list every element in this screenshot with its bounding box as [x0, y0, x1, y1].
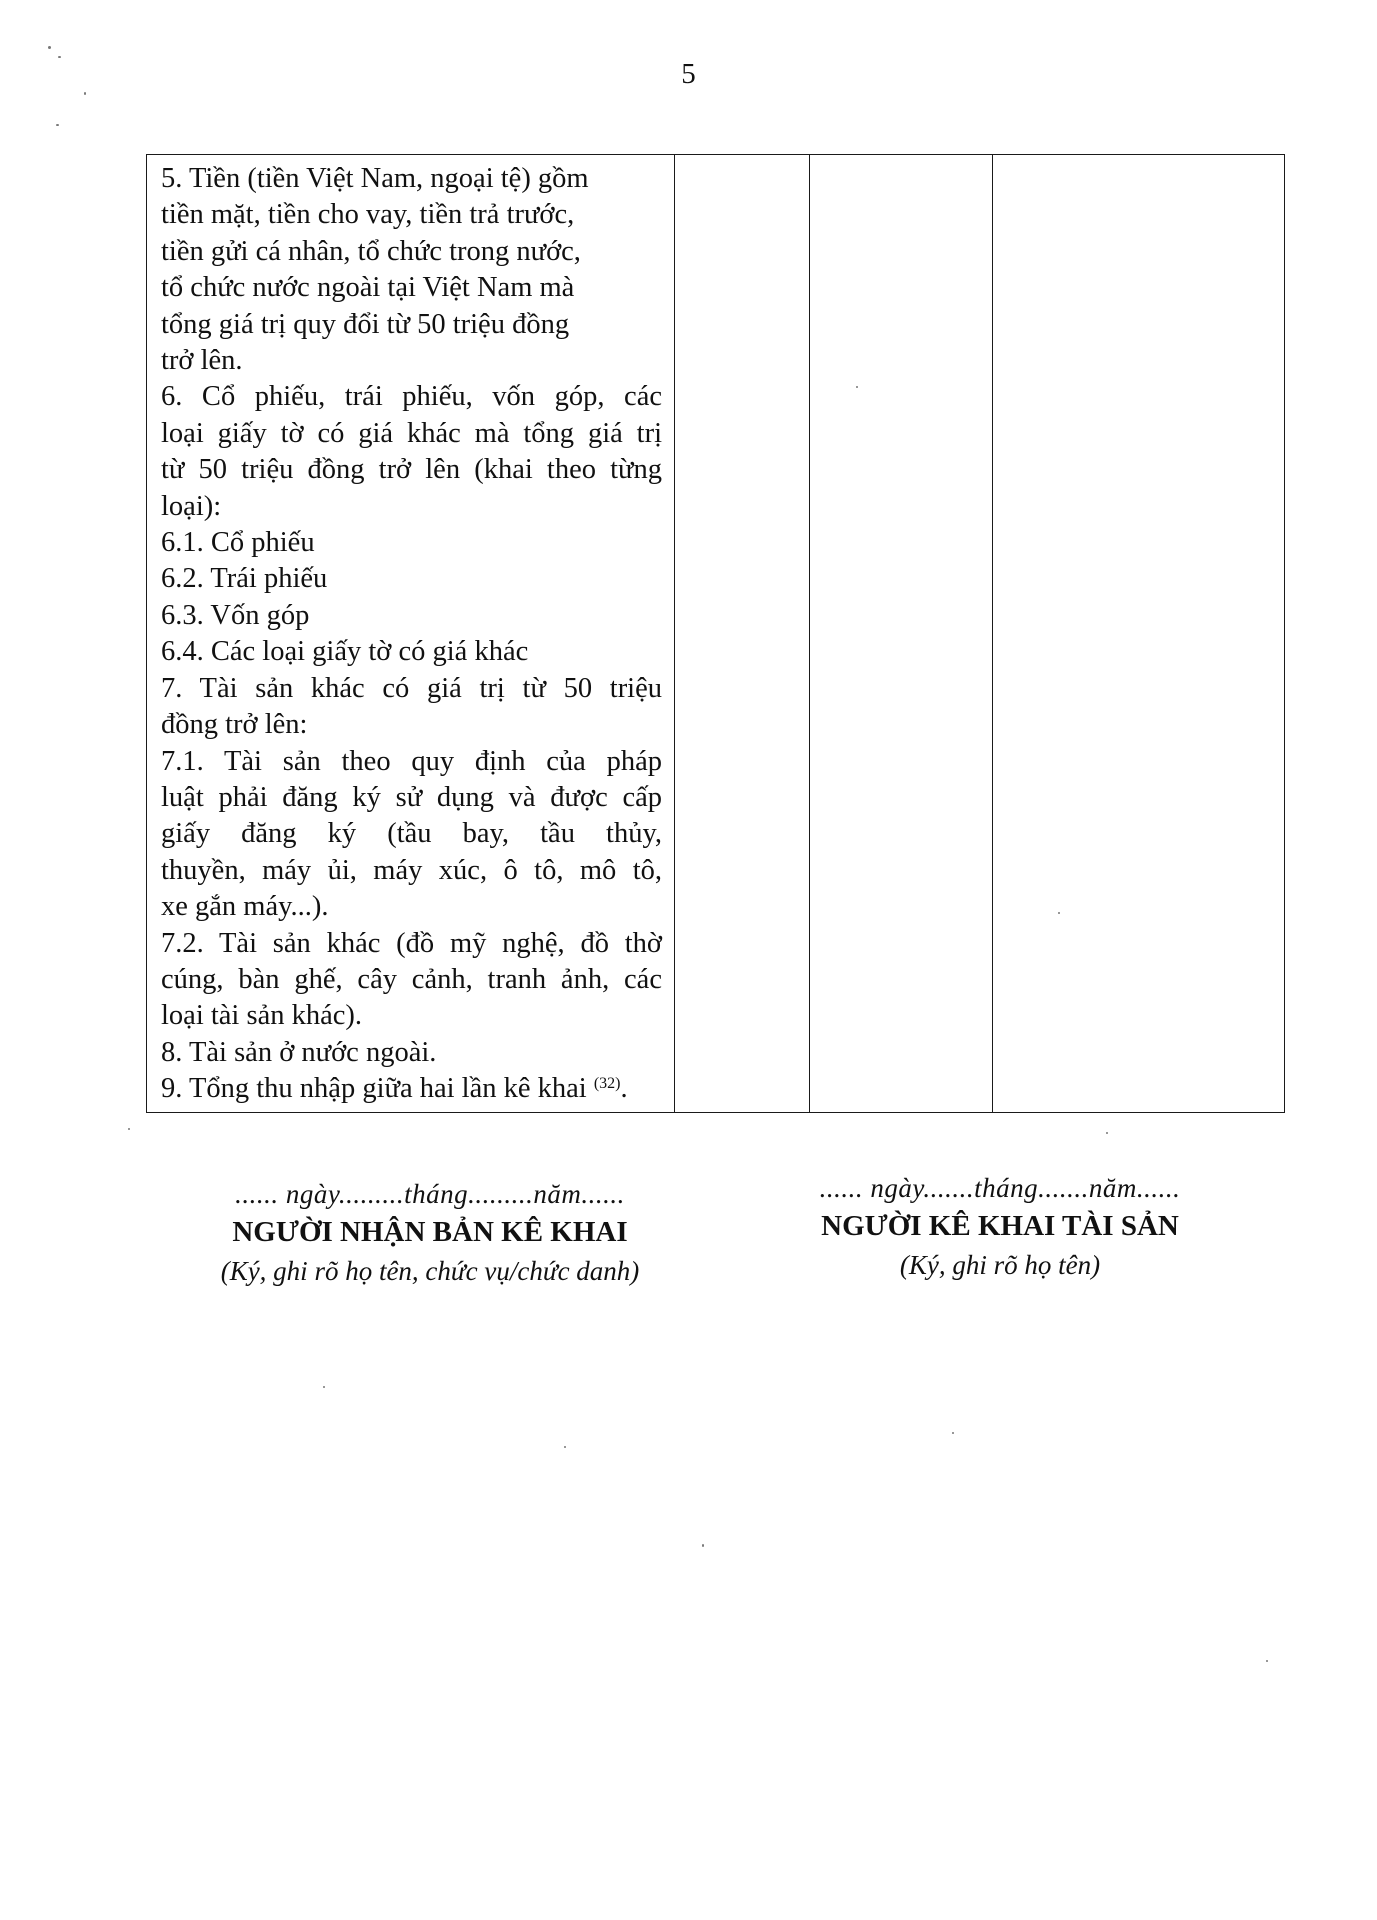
description-line: loại giấy tờ có giá khác mà tổng giá trị [161, 417, 662, 449]
description-line: 6. Cổ phiếu, trái phiếu, vốn góp, các [161, 381, 662, 413]
page-number: 5 [681, 58, 696, 90]
description-line: tiền mặt, tiền cho vay, tiền trả trước, [161, 199, 575, 231]
total-income-end: . [620, 1073, 628, 1105]
asset-description-cell [147, 155, 675, 1113]
scan-speck [56, 124, 59, 126]
value-cell-1[interactable] [675, 155, 810, 1113]
description-line: từ 50 triệu đồng trở lên (khai theo từng [161, 454, 662, 486]
scan-speck [856, 386, 858, 388]
description-line: giấy đăng ký (tầu bay, tầu thủy, [161, 818, 662, 850]
scan-speck [952, 1432, 954, 1434]
scan-speck [128, 1128, 130, 1130]
scan-speck [1266, 1660, 1268, 1662]
scan-speck [564, 1446, 566, 1448]
table-row [147, 155, 1285, 1113]
value-cell-2[interactable] [810, 155, 993, 1113]
declarant-sign-note: (Ký, ghi rõ họ tên) [899, 1250, 1101, 1280]
asset-declaration-table [146, 154, 1285, 1113]
scan-speck [702, 1544, 704, 1547]
scan-speck [58, 56, 61, 58]
receiver-title: NGƯỜI NHẬN BẢN KÊ KHAI [232, 1216, 628, 1248]
description-line: đồng trở lên: [161, 709, 308, 741]
value-cell-3[interactable] [993, 155, 1285, 1113]
description-line: tổng giá trị quy đổi từ 50 triệu đồng [161, 308, 570, 340]
declarant-signature-block [740, 1170, 1260, 1284]
receiver-signature-block [170, 1176, 690, 1290]
description-line: trở lên. [161, 345, 243, 377]
description-line: 7.2. Tài sản khác (đồ mỹ nghệ, đồ thờ [161, 927, 662, 959]
declarant-title: NGƯỜI KÊ KHAI TÀI SẢN [821, 1210, 1179, 1242]
description-line: thuyền, máy ủi, máy xúc, ô tô, mô tô, [161, 854, 662, 886]
footnote-ref: (32) [593, 1075, 621, 1093]
description-line: xe gắn máy...). [161, 891, 329, 923]
description-line: 6.4. Các loại giấy tờ có giá khác [161, 636, 529, 668]
description-line: 5. Tiền (tiền Việt Nam, ngoại tệ) gồm [161, 163, 589, 194]
description-line: 7. Tài sản khác có giá trị từ 50 triệu [161, 672, 662, 704]
scan-speck [84, 92, 86, 95]
receiver-date-line: ...... ngày.........tháng.........năm...... [235, 1179, 625, 1209]
scan-speck [1106, 1132, 1108, 1134]
asset-description-lines [161, 161, 662, 1071]
description-line: 6.1. Cổ phiếu [161, 527, 315, 559]
receiver-sign-note: (Ký, ghi rõ họ tên, chức vụ/chức danh) [220, 1256, 640, 1286]
scan-speck [48, 46, 51, 49]
description-line: 6.3. Vốn góp [161, 599, 310, 631]
description-line: cúng, bàn ghế, cây cảnh, tranh ảnh, các [161, 963, 662, 995]
description-line: tiền gửi cá nhân, tổ chức trong nước, [161, 235, 581, 267]
scan-speck [323, 1386, 325, 1388]
scan-speck [1058, 912, 1060, 914]
declarant-date-line: ...... ngày.......tháng.......năm...... [819, 1173, 1181, 1203]
description-line: 6.2. Trái phiếu [161, 563, 328, 595]
description-line: luật phải đăng ký sử dụng và được cấp [161, 781, 662, 813]
description-line: loại): [161, 490, 222, 522]
description-line: loại tài sản khác). [161, 1000, 363, 1032]
description-line: 7.1. Tài sản theo quy định của pháp [161, 745, 662, 777]
total-income-text: 9. Tổng thu nhập giữa hai lần kê khai [161, 1073, 594, 1105]
description-line: tổ chức nước ngoài tại Việt Nam mà [161, 272, 575, 304]
total-income-line [161, 1071, 662, 1107]
description-line: 8. Tài sản ở nước ngoài. [161, 1036, 437, 1068]
